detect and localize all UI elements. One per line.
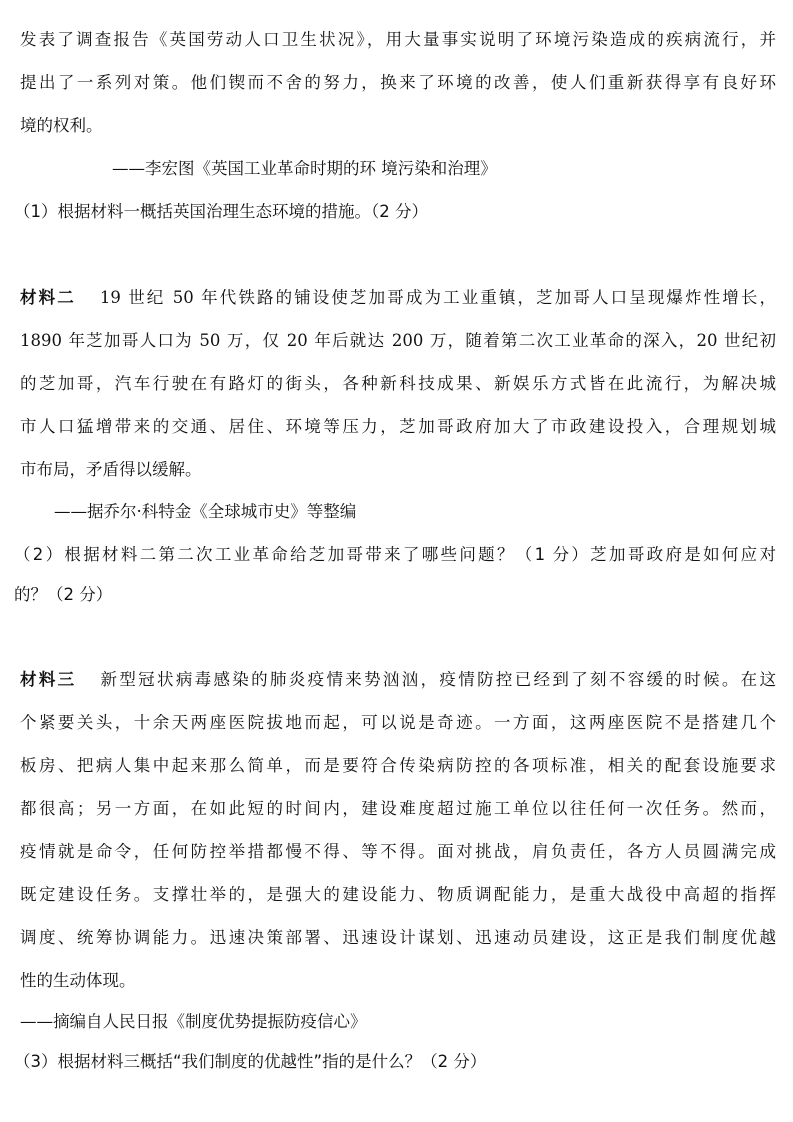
material3-line-3: 板房、把病人集中起来那么简单，而是要符合传染病防控的各项标准，相关的配套设施要求: [20, 756, 776, 775]
material1-line-2: 提出了一系列对策。他们锲而不舍的努力，换来了环境的改善，使人们重新获得享有良好环: [20, 73, 776, 92]
material2-line-4: 市人口猛增带来的交通、居住、环境等压力，芝加哥政府加大了市政建设投入，合理规划城: [20, 417, 776, 436]
question-3: （3）根据材料三概括“我们制度的优越性”指的是什么？（2 分）: [14, 1052, 487, 1071]
material2-label: 材料二: [20, 288, 76, 307]
material3-line-4: 都很高；另一方面，在如此短的时间内，建设难度超过施工单位以往任何一次任务。然而，: [20, 799, 776, 818]
material3-line-6: 既定建设任务。支撑壮举的，是强大的建设能力、物质调配能力，是重大战役中高超的指挥: [20, 885, 776, 904]
material2-line-5: 市布局，矛盾得以缓解。: [20, 460, 202, 479]
material2-line-1: [20, 286, 776, 310]
material3-line-5: 疫情就是命令，任何防控举措都慢不得、等不得。面对挑战，肩负责任，各方人员圆满完成: [20, 842, 776, 861]
material2-line-3: 的芝加哥，汽车行驶在有路灯的街头，各种新科技成果、新娱乐方式皆在此流行，为解决城: [20, 374, 776, 393]
question-1: （1）根据材料一概括英国治理生态环境的措施。（2 分）: [14, 202, 428, 221]
material3-text-1: 新型冠状病毒感染的肺炎疫情来势汹汹，疫情防控已经到了刻不容缓的时候。在这: [100, 670, 776, 689]
material1-line-1: 发表了调查报告《英国劳动人口卫生状况》，用大量事实说明了环境污染造成的疾病流行，并: [20, 30, 776, 49]
material3-line-8: 性的生动体现。: [20, 971, 136, 990]
material2-line-2: 1890 年芝加哥人口为 50 万，仅 20 年后就达 200 万，随着第二次工业革命的深入，20 世纪初: [20, 331, 776, 350]
question-2-line-1: （2）根据材料二第二次工业革命给芝加哥带来了哪些问题？（1 分）芝加哥政府是如何应对: [14, 545, 776, 564]
material3-source: ——摘编自人民日报《制度优势提振防疫信心》: [20, 1012, 367, 1031]
material1-line-3: 境的权利。: [20, 116, 103, 135]
material3-line-2: 个紧要关头，十余天两座医院拔地而起，可以说是奇迹。一方面，这两座医院不是搭建几个: [20, 713, 776, 732]
material3-label: 材料三: [20, 670, 77, 689]
material2-text-1: 19 世纪 50 年代铁路的铺设使芝加哥成为工业重镇，芝加哥人口呈现爆炸性增长，: [99, 288, 776, 307]
material2-source: ——据乔尔·科特金《全球城市史》等整编: [54, 502, 357, 521]
material3-line-7: 调度、统筹协调能力。迅速决策部署、迅速设计谋划、迅速动员建设，这正是我们制度优越: [20, 928, 776, 947]
material3-line-1: [20, 668, 776, 692]
material1-source: ——李宏图《英国工业革命时期的环 境污染和治理》: [112, 159, 497, 178]
question-2-line-2: 的？（2 分）: [14, 585, 113, 604]
